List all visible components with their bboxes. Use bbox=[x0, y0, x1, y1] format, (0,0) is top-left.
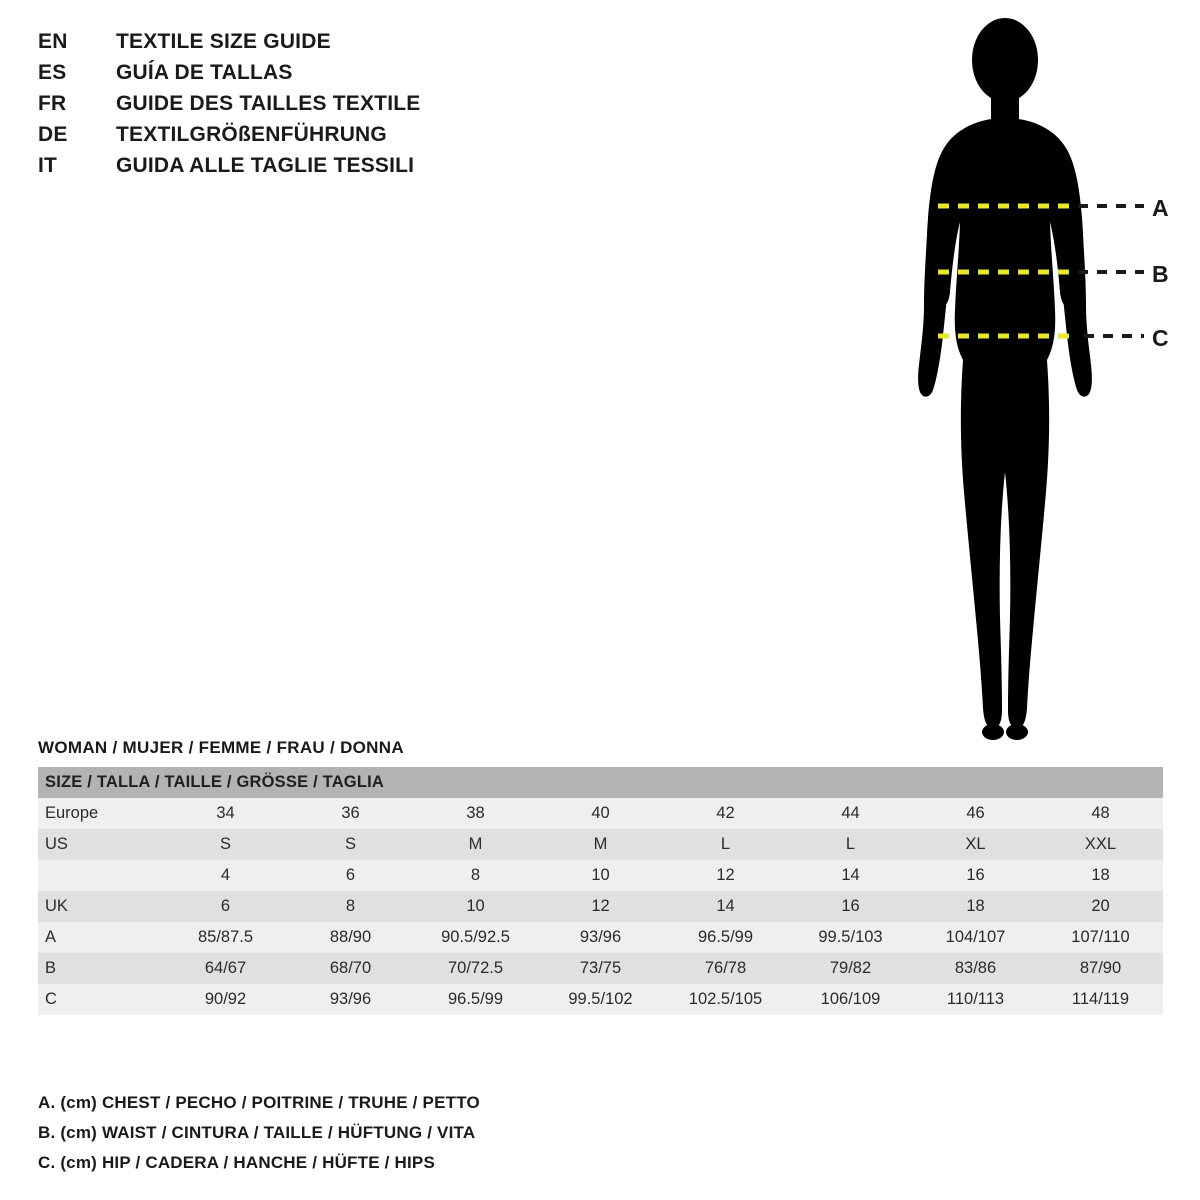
cell-us-3: M bbox=[593, 835, 608, 853]
cell-uk-7: 20 bbox=[1091, 897, 1110, 915]
cell-a-2: 90.5/92.5 bbox=[441, 928, 510, 946]
cell-c-4: 102.5/105 bbox=[688, 990, 763, 1008]
cell-c-6: 110/113 bbox=[946, 990, 1005, 1008]
row-label-b: B bbox=[45, 959, 57, 977]
female-silhouette bbox=[918, 18, 1092, 740]
table-header-cell: SIZE / TALLA / TAILLE / GRÖSSE / TAGLIA bbox=[38, 767, 1163, 798]
cell-usnum-5: 14 bbox=[841, 866, 860, 884]
table-head bbox=[38, 767, 1163, 798]
title-text-de: TEXTILGRÖßENFÜHRUNG bbox=[116, 123, 387, 146]
cell-c-0: 90/92 bbox=[204, 990, 247, 1008]
cell-europe-2: 38 bbox=[466, 804, 485, 822]
cell-b-4: 76/78 bbox=[704, 959, 747, 977]
title-row-es bbox=[38, 61, 658, 91]
table-row bbox=[38, 860, 1163, 891]
row-label-uk: UK bbox=[45, 897, 68, 915]
table-row bbox=[38, 891, 1163, 922]
cell-a-5: 99.5/103 bbox=[818, 928, 883, 946]
cell-europe-5: 44 bbox=[841, 804, 860, 822]
language-code-es: ES bbox=[38, 61, 67, 84]
cell-a-7: 107/110 bbox=[1071, 928, 1130, 946]
cell-b-7: 87/90 bbox=[1079, 959, 1122, 977]
title-row-en bbox=[38, 30, 658, 60]
size-table bbox=[38, 767, 1163, 1015]
cell-us-0: S bbox=[219, 835, 231, 853]
table-row bbox=[38, 798, 1163, 829]
legend-line-c: C. (cm) HIP / CADERA / HANCHE / HÜFTE / HIPS bbox=[38, 1153, 436, 1172]
table-body bbox=[38, 798, 1163, 1015]
cell-europe-4: 42 bbox=[716, 804, 735, 822]
cell-europe-3: 40 bbox=[591, 804, 610, 822]
legend-line-b: B. (cm) WAIST / CINTURA / TAILLE / HÜFTUNG / VITA bbox=[38, 1123, 476, 1142]
cell-europe-7: 48 bbox=[1091, 804, 1110, 822]
language-code-de: DE bbox=[38, 123, 68, 146]
cell-c-3: 99.5/102 bbox=[568, 990, 633, 1008]
cell-uk-3: 12 bbox=[591, 897, 610, 915]
row-label-a: A bbox=[45, 928, 57, 946]
table-group-heading: WOMAN / MUJER / FEMME / FRAU / DONNA bbox=[38, 738, 404, 757]
row-label-europe: Europe bbox=[45, 804, 99, 822]
female-silhouette-svg bbox=[860, 10, 1190, 750]
title-text-en: TEXTILE SIZE GUIDE bbox=[116, 30, 331, 53]
language-code-en: EN bbox=[38, 30, 68, 53]
title-text-fr: GUIDE DES TAILLES TEXTILE bbox=[116, 92, 421, 115]
cell-uk-6: 18 bbox=[966, 897, 985, 915]
cell-uk-5: 16 bbox=[841, 897, 860, 915]
cell-us-7: XXL bbox=[1084, 835, 1117, 853]
cell-us-5: L bbox=[845, 835, 856, 853]
cell-europe-0: 34 bbox=[216, 804, 235, 822]
cell-usnum-3: 10 bbox=[591, 866, 610, 884]
title-row-de bbox=[38, 123, 658, 153]
title-text-es: GUÍA DE TALLAS bbox=[116, 61, 293, 84]
cell-us-2: M bbox=[468, 835, 483, 853]
title-row-fr bbox=[38, 92, 658, 122]
cell-a-3: 93/96 bbox=[579, 928, 622, 946]
table-header-row bbox=[38, 767, 1163, 798]
cell-b-3: 73/75 bbox=[579, 959, 622, 977]
cell-us-6: XL bbox=[965, 835, 986, 853]
row-label-us: US bbox=[45, 835, 68, 853]
title-row-it bbox=[38, 154, 658, 184]
title-text-it: GUIDA ALLE TAGLIE TESSILI bbox=[116, 154, 415, 177]
size-guide-figure bbox=[860, 10, 1190, 750]
cell-usnum-1: 6 bbox=[345, 866, 356, 884]
cell-b-2: 70/72.5 bbox=[447, 959, 504, 977]
cell-a-4: 96.5/99 bbox=[697, 928, 754, 946]
size-table-section bbox=[38, 738, 1163, 1015]
measure-label-b: B bbox=[1152, 261, 1169, 287]
cell-usnum-2: 8 bbox=[470, 866, 481, 884]
cell-a-1: 88/90 bbox=[329, 928, 372, 946]
cell-uk-2: 10 bbox=[466, 897, 485, 915]
cell-us-4: L bbox=[720, 835, 731, 853]
cell-b-0: 64/67 bbox=[204, 959, 247, 977]
measure-label-c: C bbox=[1152, 325, 1169, 351]
measurement-legend bbox=[38, 1093, 738, 1183]
cell-b-6: 83/86 bbox=[954, 959, 997, 977]
cell-usnum-4: 12 bbox=[716, 866, 735, 884]
title-block bbox=[38, 30, 658, 185]
language-code-it: IT bbox=[38, 154, 58, 177]
cell-a-0: 85/87.5 bbox=[197, 928, 254, 946]
legend-line-a: A. (cm) CHEST / PECHO / POITRINE / TRUHE / PETTO bbox=[38, 1093, 480, 1112]
cell-europe-6: 46 bbox=[966, 804, 985, 822]
cell-uk-1: 8 bbox=[345, 897, 356, 915]
cell-c-1: 93/96 bbox=[329, 990, 372, 1008]
table-row bbox=[38, 984, 1163, 1015]
cell-c-5: 106/109 bbox=[820, 990, 881, 1008]
cell-b-1: 68/70 bbox=[329, 959, 372, 977]
cell-europe-1: 36 bbox=[341, 804, 360, 822]
language-code-fr: FR bbox=[38, 92, 67, 115]
cell-c-7: 114/119 bbox=[1071, 990, 1130, 1008]
cell-usnum-7: 18 bbox=[1091, 866, 1110, 884]
table-row bbox=[38, 953, 1163, 984]
cell-b-5: 79/82 bbox=[829, 959, 872, 977]
table-row bbox=[38, 829, 1163, 860]
cell-us-1: S bbox=[344, 835, 356, 853]
row-label-us-numeric bbox=[38, 860, 163, 891]
cell-uk-4: 14 bbox=[716, 897, 735, 915]
row-label-c: C bbox=[45, 990, 57, 1008]
measure-label-a: A bbox=[1152, 195, 1169, 221]
table-row bbox=[38, 922, 1163, 953]
cell-c-2: 96.5/99 bbox=[447, 990, 504, 1008]
cell-usnum-0: 4 bbox=[220, 866, 231, 884]
cell-uk-0: 6 bbox=[220, 897, 231, 915]
cell-usnum-6: 16 bbox=[966, 866, 985, 884]
cell-a-6: 104/107 bbox=[945, 928, 1006, 946]
